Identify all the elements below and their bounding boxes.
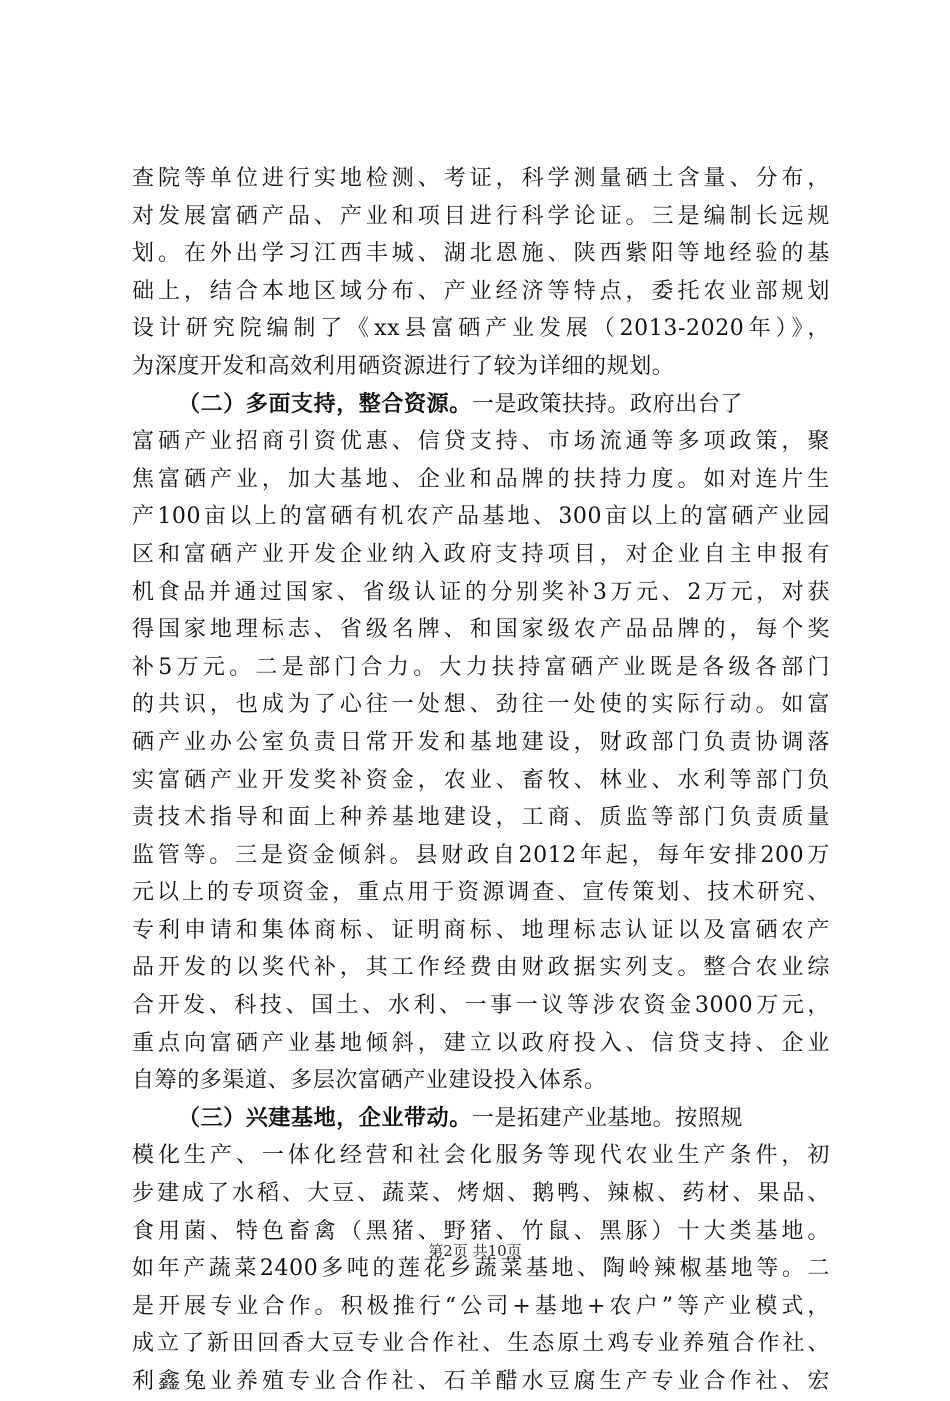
text-line: 硒产业办公室负责日常开发和基地建设，财政部门负责协调落 — [132, 729, 830, 755]
text-line: 机食品并通过国家、省级认证的分别奖补3万元、2万元，对获 — [132, 579, 830, 605]
section-heading-rest: 一是政策扶持。政府出台了 — [471, 391, 744, 417]
text-line: 焦富硒产业，加大基地、企业和品牌的扶持力度。如对连片生 — [132, 466, 830, 492]
text-line: 步建成了水稻、大豆、蔬菜、烤烟、鹅鸭、辣椒、药材、果品、 — [132, 1181, 830, 1207]
section-heading-line — [132, 1100, 830, 1138]
text-line: 补5万元。二是部门合力。大力扶持富硒产业既是各级各部门 — [132, 654, 830, 680]
text-line: 监管等。三是资金倾斜。县财政自2012年起，每年安排200万 — [132, 842, 830, 868]
text-line: 自筹的多渠道、多层次富硒产业建设投入体系。 — [132, 1068, 607, 1094]
text-line: 产100亩以上的富硒有机农产品基地、300亩以上的富硒产业园 — [132, 504, 830, 530]
text-line: 查院等单位进行实地检测、考证，科学测量硒土含量、分布， — [132, 166, 830, 191]
text-line: 是开展专业合作。积极推行“公司+基地+农户”等产业模式， — [132, 1293, 830, 1319]
text-line: 食用菌、特色畜禽（黑猪、野猪、竹鼠、黑豚）十大类基地。 — [132, 1218, 830, 1244]
text-line: 的共识，也成为了心往一处想、劲往一处使的实际行动。如富 — [132, 692, 830, 718]
text-line: 为深度开发和高效利用硒资源进行了较为详细的规划。 — [132, 353, 675, 379]
text-line: 对发展富硒产品、产业和项目进行科学论证。三是编制长远规 — [132, 203, 830, 229]
text-line: 如年产蔬菜2400多吨的莲花乡蔬菜基地、陶岭辣椒基地等。二 — [132, 1256, 830, 1282]
document-body — [132, 160, 830, 1401]
section-heading-line — [132, 386, 830, 424]
text-line: 利鑫兔业养殖专业合作社、石羊醋水豆腐生产专业合作社、宏 — [132, 1369, 830, 1394]
text-line: 设计研究院编制了《xx县富硒产业发展（2013-2020年）》， — [132, 316, 830, 342]
text-line: 区和富硒产业开发企业纳入政府支持项目，对企业自主申报有 — [132, 541, 830, 567]
text-line: 元以上的专项资金，重点用于资源调查、宣传策划、技术研究、 — [132, 880, 830, 906]
page-number-footer: 第2页 共10页 — [428, 1242, 522, 1260]
section-heading: （二）多面支持，整合资源。 — [178, 391, 472, 417]
section-heading: （三）兴建基地，企业带动。 — [178, 1105, 472, 1131]
text-line: 合开发、科技、国土、水利、一事一议等涉农资金3000万元， — [132, 993, 830, 1019]
text-line: 得国家地理标志、省级名牌、和国家级农产品品牌的，每个奖 — [132, 617, 830, 643]
text-line: 品开发的以奖代补，其工作经费由财政据实列支。整合农业综 — [132, 955, 830, 981]
text-line: 础上，结合本地区域分布、产业经济等特点，委托农业部规划 — [132, 278, 830, 304]
text-line: 划。在外出学习江西丰城、湖北恩施、陕西紫阳等地经验的基 — [132, 241, 830, 267]
text-line: 专利申请和集体商标、证明商标、地理标志认证以及富硒农产 — [132, 917, 830, 943]
text-line: 模化生产、一体化经营和社会化服务等现代农业生产条件，初 — [132, 1143, 830, 1169]
text-line: 实富硒产业开发奖补资金，农业、畜牧、林业、水利等部门负 — [132, 767, 830, 793]
text-line: 责技术指导和面上种养基地建设，工商、质监等部门负责质量 — [132, 805, 830, 831]
section-heading-rest: 一是拓建产业基地。按照规 — [471, 1105, 744, 1131]
text-line: 富硒产业招商引资优惠、信贷支持、市场流通等多项政策，聚 — [132, 429, 830, 455]
text-line: 成立了新田回香大豆专业合作社、生态原土鸡专业养殖合作社、 — [132, 1331, 830, 1357]
text-line: 重点向富硒产业基地倾斜，建立以政府投入、信贷支持、企业 — [132, 1030, 830, 1056]
